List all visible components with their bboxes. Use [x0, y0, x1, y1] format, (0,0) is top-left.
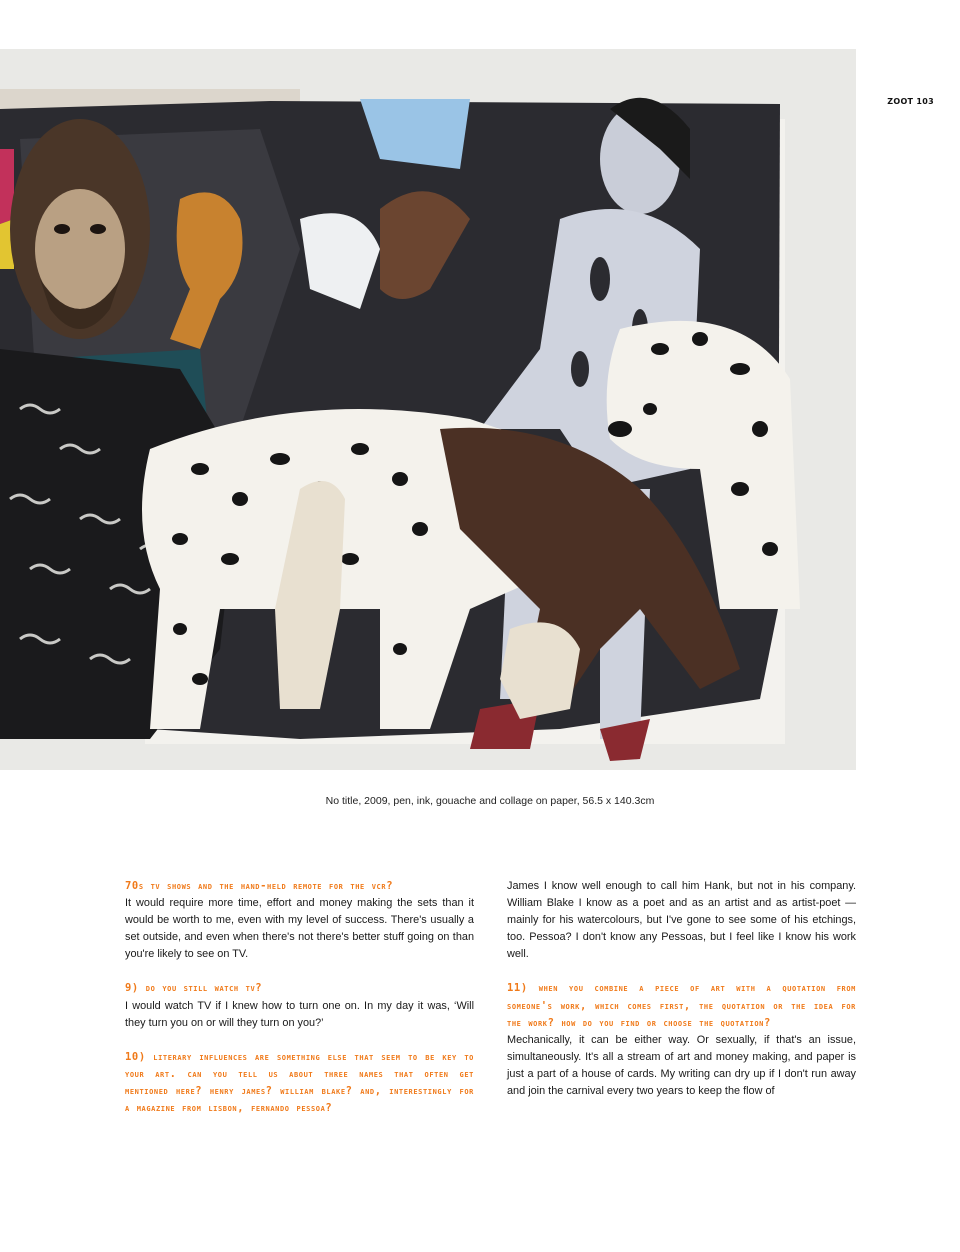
question-heading: 70s tv shows and the hand-held remote for the vcr? [125, 880, 394, 892]
page-folio: ZOOT 103 [887, 97, 934, 106]
left-column [125, 878, 474, 1117]
answer-paragraph: Mechanically, it can be either way. Or sexually, if that's an issue, simultaneously. It's all a stream of art and money making, and paper is just a part of a house of cards. My writing can dry up if I don't run away and join the carnival every two years to keep the flow of [507, 1033, 856, 1098]
answer-paragraph: James I know well enough to call him Hank, but not in his company. William Blake I know as a poet and as an artist and as artist-poet — mainly for his watercolours, but I've gone to see some of his etchings, too. Pessoa? I don't know any Pessoas, but I feel like I know his work well. [507, 880, 856, 961]
question-heading: 9) do you still watch tv? [125, 982, 263, 995]
question-heading: 10) literary influences are something else that seem to be key to your art. can you tell us about three names that often get mentioned here? henry james? william blake? and, interestingly for a magazine from lisbon, fernando pessoa? [125, 1050, 474, 1115]
artwork-image [0, 49, 856, 770]
artwork-illustration [0, 49, 856, 770]
answer-paragraph: I would watch TV if I knew how to turn one on. In my day it was, ‘Will they turn you on or will they turn on you?’ [125, 999, 474, 1029]
answer-paragraph: It would require more time, effort and money making the sets than it would be worth to me, even with my level of success. There's usually a set outside, and even when there's not there's better stuff going on than you're likely to see on TV. [125, 897, 474, 961]
right-column [507, 878, 856, 1117]
question-heading: 11) when you combine a piece of art with a quotation from someone's work, which comes first, the quotation or the idea for the work? how do you find or choose the quotation? [507, 982, 856, 1029]
artwork-caption: No title, 2009, pen, ink, gouache and collage on paper, 56.5 x 140.3cm [325, 795, 655, 807]
